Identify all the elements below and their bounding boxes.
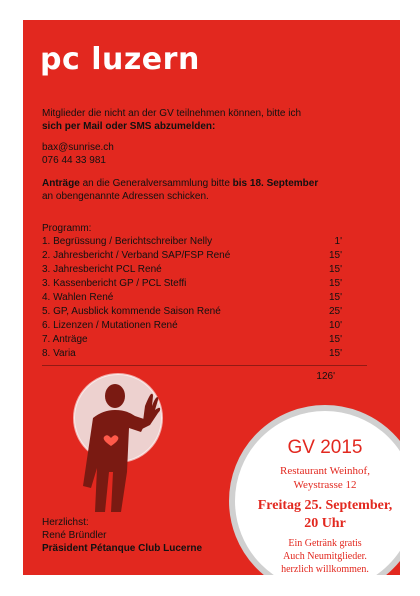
program-item	[42, 333, 342, 347]
event-date-line-1: Freitag 25. September,	[257, 498, 393, 513]
contact-email[interactable]: bax@sunrise.ch	[42, 142, 114, 153]
program-item-duration: 15'	[328, 250, 342, 261]
flyer	[23, 20, 400, 575]
contact-block	[42, 141, 114, 167]
signature-greeting: Herzlichst:	[42, 517, 89, 528]
program-item-duration: 15'	[328, 292, 342, 303]
program-list	[42, 235, 342, 361]
program-item-duration: 15'	[328, 334, 342, 345]
program-item-label: 4. Wahlen René	[42, 292, 114, 303]
event-note-line-3: herzlich willkommen.	[281, 564, 369, 575]
event-badge-content	[235, 411, 400, 575]
program-item-label: 6. Lizenzen / Mutationen René	[42, 320, 178, 331]
program-total: 126'	[316, 371, 335, 382]
intro-line-2: sich per Mail oder SMS abzumelden:	[42, 121, 216, 132]
event-venue-line-1: Restaurant Weinhof,	[280, 465, 370, 477]
program-item	[42, 347, 342, 361]
program-item-duration: 15'	[328, 348, 342, 359]
program-item	[42, 277, 342, 291]
program-item-duration: 25'	[328, 306, 342, 317]
event-title: GV 2015	[287, 437, 363, 458]
signature-block	[42, 516, 202, 555]
program-item-label: 8. Varia	[42, 348, 76, 359]
motions-middle: an die Generalversammlung bitte	[79, 178, 233, 189]
event-note	[235, 537, 400, 575]
event-date	[235, 497, 400, 533]
intro-line-1: Mitglieder die nicht an der GV teilnehmen können, bitte ich	[42, 108, 302, 119]
event-note-line-1: Ein Getränk gratis	[288, 538, 362, 549]
program-item-label: 3. Kassenbericht GP / PCL Steffi	[42, 278, 187, 289]
motions-line-2: an obengenannte Adressen schicken.	[42, 191, 209, 202]
event-note-line-2: Auch Neumitglieder.	[283, 551, 367, 562]
program-item-duration: 15'	[328, 278, 342, 289]
event-badge	[229, 405, 400, 575]
program-item	[42, 235, 342, 249]
program-item	[42, 291, 342, 305]
event-venue-line-2: Weystrasse 12	[293, 479, 357, 491]
program-item	[42, 249, 342, 263]
signature-name: René Bründler	[42, 530, 107, 541]
brand-title: pc luzern	[40, 42, 200, 77]
program-item-label: 3. Jahresbericht PCL René	[42, 264, 162, 275]
program-item-duration: 1'	[334, 236, 342, 247]
program-item	[42, 319, 342, 333]
contact-phone: 076 44 33 981	[42, 155, 106, 166]
program-item-label: 7. Anträge	[42, 334, 88, 345]
motions-text	[42, 177, 318, 203]
signature-role: Präsident Pétanque Club Lucerne	[42, 543, 203, 554]
program-item-label: 1. Begrüssung / Berichtschreiber Nelly	[42, 236, 213, 247]
program-item	[42, 305, 342, 319]
motions-deadline: bis 18. September	[232, 178, 319, 189]
program-item-duration: 10'	[328, 320, 342, 331]
program-item-duration: 15'	[328, 264, 342, 275]
event-venue	[235, 464, 400, 492]
motions-prefix: Anträge	[42, 178, 80, 189]
event-date-line-2: 20 Uhr	[304, 516, 346, 531]
program-item-label: 5. GP, Ausblick kommende Saison René	[42, 306, 221, 317]
program-title: Programm:	[42, 223, 92, 234]
waving-man-heart-icon	[63, 366, 173, 516]
program-item	[42, 263, 342, 277]
intro-text	[42, 107, 301, 133]
program-item-label: 2. Jahresbericht / Verband SAP/FSP René	[42, 250, 231, 261]
